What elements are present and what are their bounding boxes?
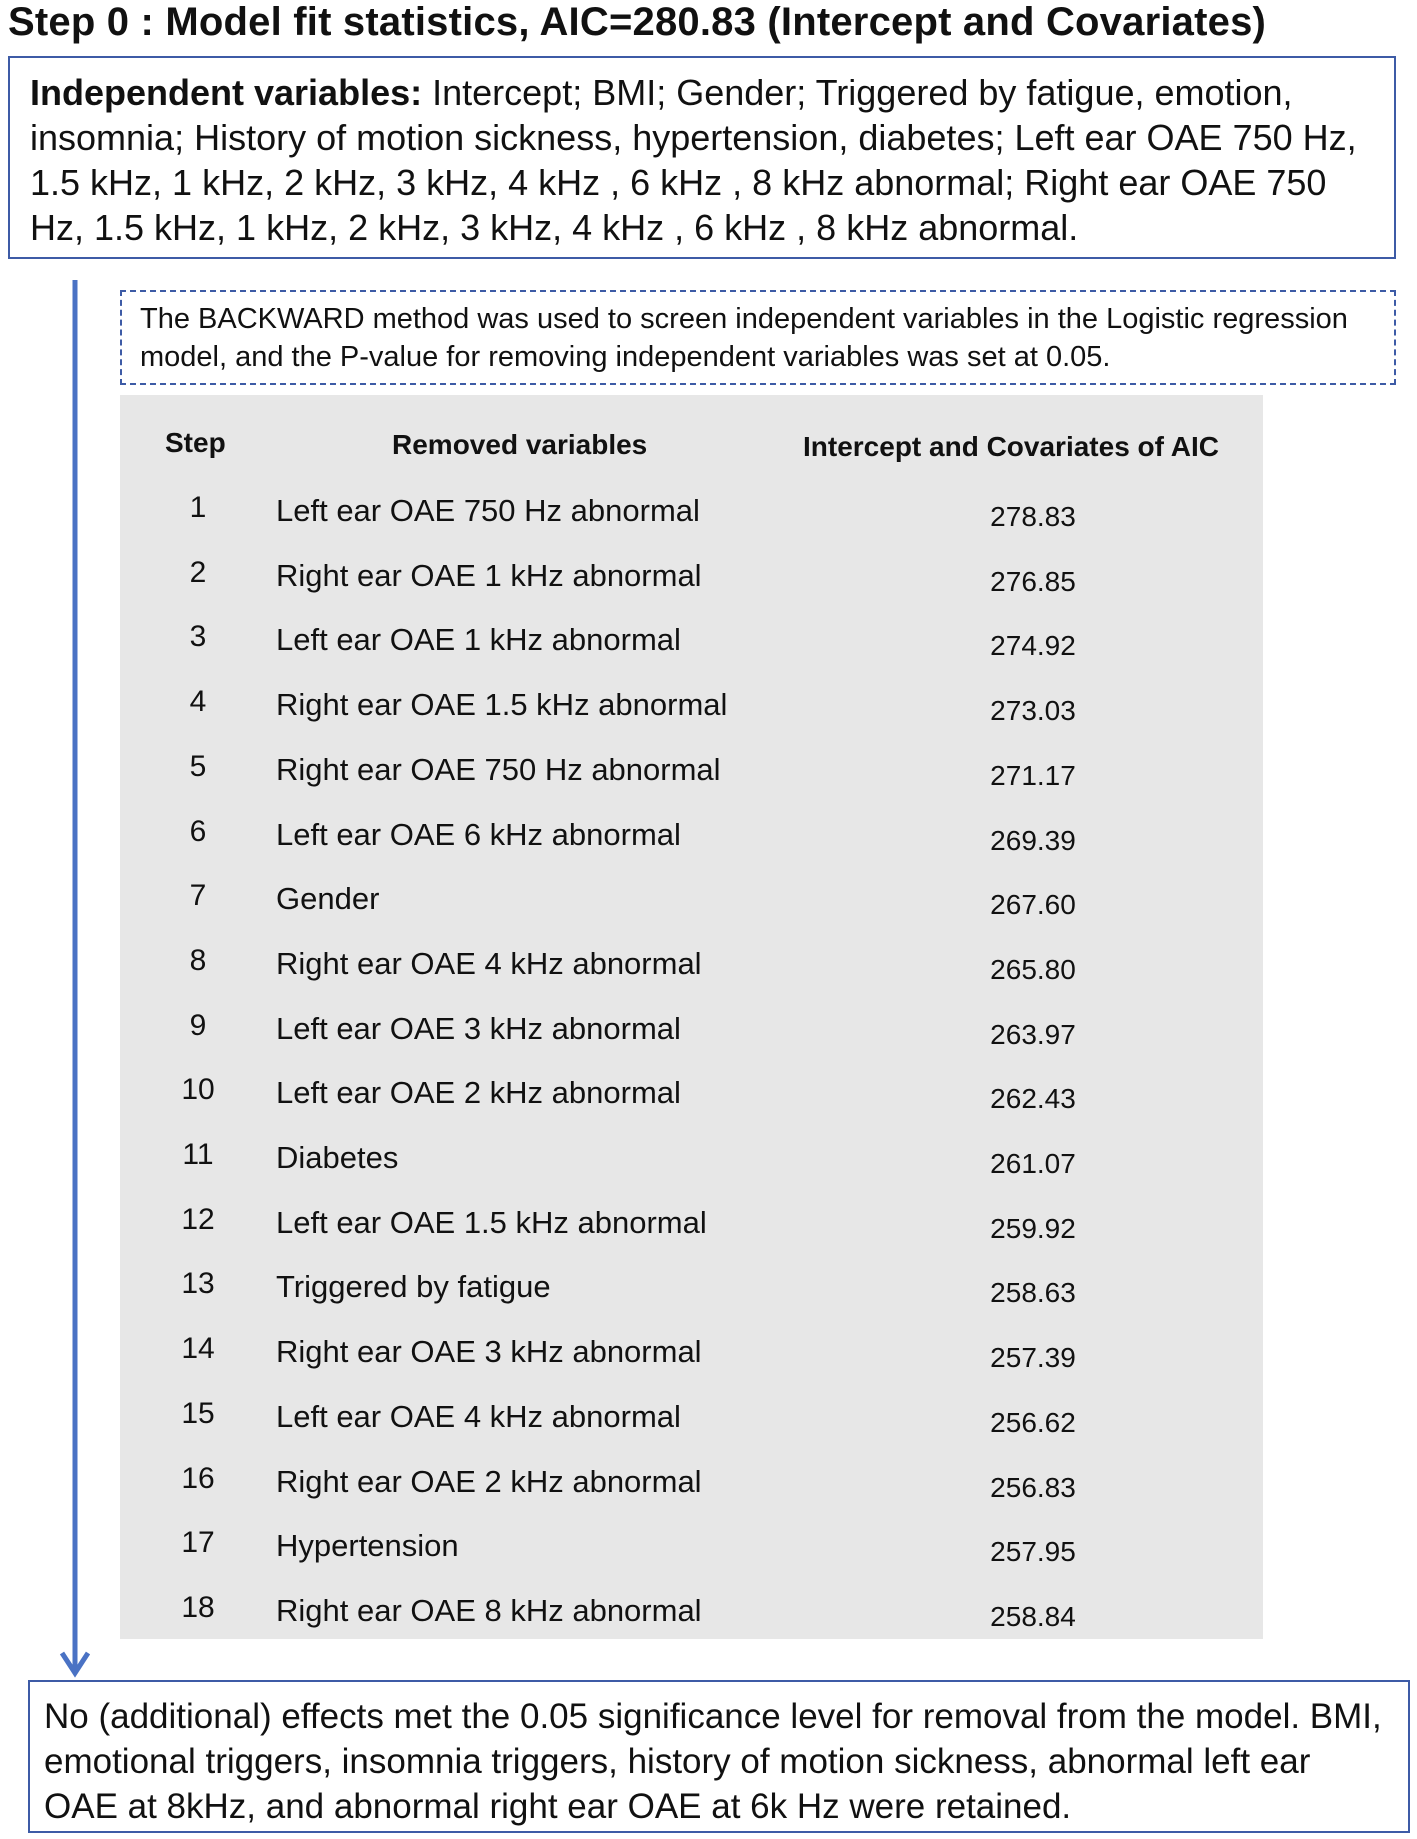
step-number: 5: [189, 749, 207, 783]
removed-variable: Right ear OAE 8 kHz abnormal: [276, 1592, 702, 1628]
table-row: [120, 1009, 1263, 1074]
independent-variables-box: [8, 56, 1396, 259]
method-note: The BACKWARD method was used to screen independent variables in the Logistic regression model, and the P-value for removing independent variables was set at 0.05.: [120, 290, 1396, 385]
removed-variable: Right ear OAE 3 kHz abnormal: [276, 1334, 702, 1370]
step-number: 12: [181, 1202, 215, 1236]
page-title: Step 0 : Model fit statistics, AIC=280.83 (Intercept and Covariates): [8, 0, 1267, 44]
table-row: [120, 944, 1263, 1009]
removed-variable: Left ear OAE 1 kHz abnormal: [276, 622, 681, 658]
removal-table: [120, 395, 1263, 1639]
table-row: [120, 1462, 1263, 1527]
table-row: [120, 815, 1263, 880]
removed-variable: Left ear OAE 3 kHz abnormal: [276, 1010, 681, 1046]
aic-value: 265.80: [990, 953, 1076, 985]
table-row: [120, 1397, 1263, 1462]
table-row: [120, 1526, 1263, 1591]
aic-value: 276.85: [990, 565, 1076, 597]
removed-variable: Left ear OAE 6 kHz abnormal: [276, 816, 681, 852]
table-row: [120, 750, 1263, 815]
step-number: 2: [189, 555, 207, 589]
aic-value: 256.83: [990, 1471, 1076, 1503]
step-number: 16: [181, 1461, 215, 1495]
conclusion-box: No (additional) effects met the 0.05 significance level for removal from the model. BMI, emotional triggers, insomnia triggers, history of motion sickness, abnormal left ear OAE at 8kHz, and abnormal right ear OAE at 6k Hz were retained.: [28, 1680, 1410, 1833]
table-row: [120, 491, 1263, 556]
aic-value: 259.92: [990, 1212, 1076, 1244]
removed-variable: Right ear OAE 4 kHz abnormal: [276, 945, 702, 981]
removed-variable: Right ear OAE 1.5 kHz abnormal: [276, 687, 728, 723]
step-number: 1: [189, 491, 207, 524]
removed-variable: Left ear OAE 1.5 kHz abnormal: [276, 1204, 707, 1240]
removed-variable: Left ear OAE 750 Hz abnormal: [276, 493, 700, 528]
step-number: 14: [181, 1332, 215, 1366]
aic-value: 274.92: [990, 630, 1076, 662]
aic-value: 278.83: [990, 501, 1076, 532]
table-row: [120, 556, 1263, 621]
aic-value: 269.39: [990, 824, 1076, 856]
table-row: [120, 685, 1263, 750]
header-aic: Intercept and Covariates of AIC: [803, 431, 1219, 462]
removed-variable: Triggered by fatigue: [276, 1269, 551, 1305]
table-row: [120, 1138, 1263, 1203]
removed-variable: Right ear OAE 2 kHz abnormal: [276, 1463, 702, 1499]
aic-value: 263.97: [990, 1018, 1076, 1050]
step-number: 10: [181, 1073, 215, 1107]
independent-variables-text: Intercept; BMI; Gender; Triggered by fatigue, emotion, insomnia; History of motion sickness, hypertension, diabetes; Left ear OAE 750 Hz, 1.5 kHz, 1 kHz, 2 kHz, 3 kHz, 4 kHz , 6 kHz , 8 kHz abnormal; Right ear OAE 750 Hz, 1.5 kHz, 1 kHz, 2 kHz, 3 kHz, 4 kHz , 6 kHz , 8 kHz abnormal.: [30, 72, 1357, 248]
aic-value: 257.39: [990, 1342, 1076, 1374]
aic-value: 271.17: [990, 759, 1076, 791]
removed-variable: Right ear OAE 750 Hz abnormal: [276, 751, 721, 787]
header-removed-variables: Removed variables: [392, 429, 648, 460]
removed-variable: Diabetes: [276, 1140, 399, 1175]
aic-value: 267.60: [990, 889, 1076, 921]
aic-value: 258.63: [990, 1277, 1076, 1309]
aic-value: 256.62: [990, 1406, 1076, 1438]
aic-value: 273.03: [990, 695, 1076, 727]
aic-value: 261.07: [990, 1148, 1076, 1179]
arrow-down-icon: [50, 280, 90, 1680]
aic-value: 257.95: [990, 1536, 1076, 1568]
removed-variable: Right ear OAE 1 kHz abnormal: [276, 557, 702, 593]
step-number: 15: [181, 1396, 215, 1430]
step-number: 4: [189, 685, 207, 719]
table-row: [120, 1591, 1263, 1656]
removed-variable: Left ear OAE 4 kHz abnormal: [276, 1398, 681, 1434]
table-row: [120, 879, 1263, 944]
aic-value: 262.43: [990, 1083, 1076, 1115]
header-step: Step: [165, 427, 226, 458]
table-row: [120, 1203, 1263, 1268]
step-number: 11: [182, 1138, 214, 1171]
step-number: 13: [181, 1267, 215, 1301]
removed-variable: Left ear OAE 2 kHz abnormal: [276, 1075, 681, 1111]
table-row: [120, 1267, 1263, 1332]
step-number: 3: [189, 620, 207, 654]
step-number: 9: [189, 1008, 207, 1042]
table-row: [120, 620, 1263, 685]
removed-variable: Hypertension: [276, 1528, 459, 1564]
table-row: [120, 1073, 1263, 1138]
step-number: 18: [181, 1590, 215, 1624]
step-number: 6: [189, 814, 207, 848]
aic-value: 258.84: [990, 1600, 1076, 1632]
independent-variables-label: Independent variables:: [30, 72, 423, 113]
removed-variable: Gender: [276, 881, 380, 917]
step-number: 7: [189, 879, 207, 913]
table-row: [120, 1332, 1263, 1397]
step-number: 17: [181, 1526, 215, 1560]
step-number: 8: [189, 943, 207, 977]
